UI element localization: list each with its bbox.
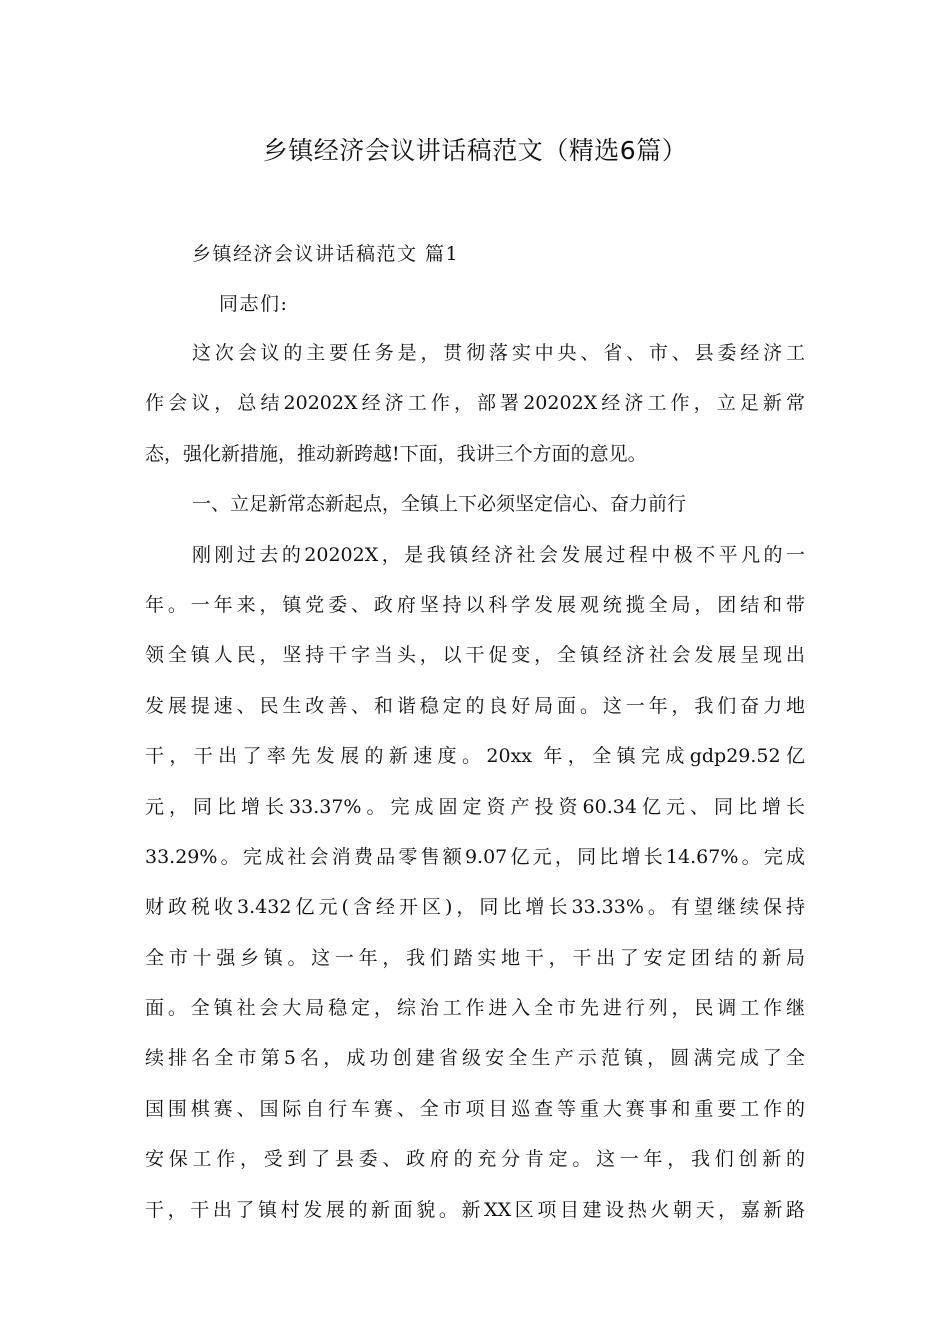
text-line: 发展提速、民生改善、和谐稳定的良好局面。这一年，我们奋力地 [145,694,805,717]
text-line: 态，强化新措施，推动新跨越!下面，我讲三个方面的意见。 [145,442,647,465]
text-line: 刚刚过去的20202X，是我镇经济社会发展过程中极不平凡的一 [192,543,805,566]
text-line: 国围棋赛、国际自行车赛、全市项目巡查等重大赛事和重要工作的 [145,1097,805,1120]
text-line: 33.29%。完成社会消费品零售额9.07亿元，同比增长14.67%。完成 [145,845,805,868]
paragraph-intro [145,328,805,1235]
text-line: 面。全镇社会大局稳定，综治工作进入全市先进行列，民调工作继 [145,997,805,1020]
document-title: 乡镇经济会议讲话稿范文（精选6篇） [262,136,688,165]
text-line: 财政税收3.432亿元(含经开区)，同比增长33.33%。有望继续保持 [145,896,805,919]
text-line: 领全镇人民，坚持干字当头，以干促变，全镇经济社会发展呈现出 [145,644,805,667]
text-line: 这次会议的主要任务是，贯彻落实中央、省、市、县委经济工 [192,342,805,364]
text-line: 安保工作，受到了县委、政府的充分肯定。这一年，我们创新的 [145,1148,805,1171]
text-line: 年。一年来，镇党委、政府坚持以科学发展观统揽全局，团结和带 [145,593,805,616]
text-line: 续排名全市第5名，成功创建省级安全生产示范镇，圆满完成了全 [145,1047,805,1070]
section-heading: 乡镇经济会议讲话稿范文 篇1 [192,243,460,265]
text-line: 干，干出了率先发展的新速度。20xx 年，全镇完成gdp29.52亿 [145,745,805,768]
text-line: 干，干出了镇村发展的新面貌。新XX区项目建设热火朝天，嘉新路 [145,1198,805,1221]
heading-one: 一、立足新常态新起点，全镇上下必须坚定信心、奋力前行 [192,493,687,516]
salutation: 同志们: [219,293,289,315]
text-line: 作会议，总结20202X经济工作，部署20202X经济工作，立足新常 [145,392,805,415]
text-line: 元，同比增长33.37%。完成固定资产投资60.34亿元、同比增长 [145,795,805,818]
text-line: 全市十强乡镇。这一年，我们踏实地干，干出了安定团结的新局 [145,946,805,969]
